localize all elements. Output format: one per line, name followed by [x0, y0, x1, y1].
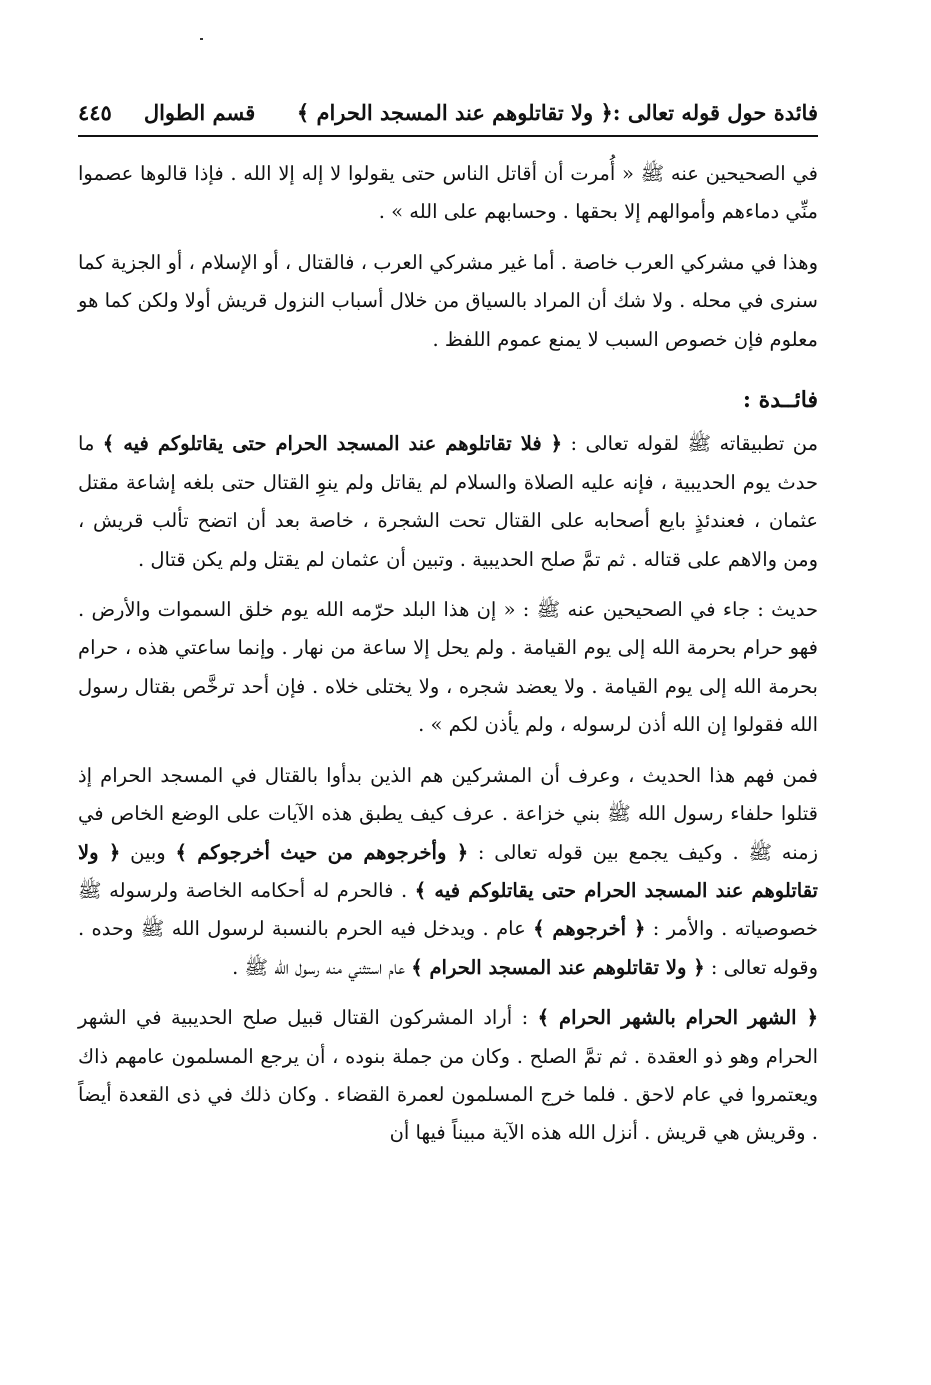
paragraph-text: عام . ويدخل فيه الحرم بالنسبة لرسول الله ﷺ وحده . وقوله تعالى :: [78, 917, 818, 979]
paragraph-text: حديث : جاء في الصحيحين عنه ﷺ : « إن هذا البلد حرّمه الله يوم خلق السموات والأرض . فهو حرام بحرمة الله إلى يوم القيامة . ولم يحل إلا ساعة من نهار . وإنما ساعتي هذه ، حرام بحرمة الله إلى يوم القيامة . ولا يعضد شجره ، ولا يختلى خلاه . فإن أحد ترخَّص بقتال رسول الله فقولوا إن الله أذن لرسوله ، ولم يأذن لكم » .: [78, 598, 818, 737]
scan-speck: [200, 38, 203, 40]
paragraph-sacred-month: [78, 999, 818, 1153]
quran-quote: ﴿ أخرجوهم ﴾: [533, 917, 646, 941]
paragraph-hadith-sanctity: [78, 591, 818, 745]
quran-quote: ﴿ وأخرجوهم من حيث أخرجوكم ﴾: [175, 840, 469, 864]
paragraph-text: فمن فهم هذا الحديث ، وعرف أن المشركين هم الذين بدأوا بالقتال في المسجد الحرام إذ قتلوا حلفاء رسول الله ﷺ بني خزاعة . عرف كيف يطبق هذه الآيات على الوضع الخاص في زمنه ﷺ . وكيف يجمع بين قوله تعالى :: [78, 763, 818, 864]
section-heading: فائــدة :: [742, 387, 818, 414]
paragraph-understanding: [78, 757, 818, 987]
paragraph-text: عام استثني منه رسول الله ﷺ .: [232, 955, 412, 979]
page-body: [78, 155, 818, 1153]
paragraph-text: في الصحيحين عنه ﷺ « أُمرت أن أقاتل الناس حتى يقولوا لا إله إلا الله . فإذا قالوها عصموا منِّي دماءهم وأموالهم إلا بحقها . وحسابهم على الله » .: [78, 162, 818, 224]
paragraph-text: . فالحرم له أحكامه الخاصة ولرسوله ﷺ خصوصياته . والأمر :: [78, 878, 819, 941]
quran-quote: ﴿ فلا تقاتلوهم عند المسجد الحرام حتى يقاتلوكم فيه ﴾: [102, 432, 563, 456]
header-chapter-title: فائدة حول قوله تعالى :﴿ ولا تقاتلوهم عند المسجد الحرام ﴾: [296, 100, 818, 125]
header-section-name: قسم الطوال: [143, 100, 256, 125]
paragraph-text: من تطبيقاته ﷺ لقوله تعالى :: [562, 432, 819, 456]
paragraph-text: وبين: [120, 840, 176, 864]
paragraph-hudaybiyyah: [78, 425, 818, 579]
paragraph-hadith-sahihayn: [78, 155, 818, 232]
quran-quote: ﴿ ولا تقاتلوهم عند المسجد الحرام ﴾: [411, 955, 705, 979]
quran-quote: ﴿ ولا تقاتلوهم عند المسجد الحرام حتى يقاتلوكم فيه ﴾: [78, 840, 818, 902]
page-number: ٤٤٥: [78, 100, 112, 125]
paragraph-text: وهذا في مشركي العرب خاصة . أما غير مشركي العرب ، فالقتال ، أو الإسلام ، أو الجزية كما سنرى في محله . ولا شك أن المراد بالسياق من خلال أسباب النزول قريش أولا ولكن كما هو معلوم فإن خصوص السبب لا يمنع عموم اللفظ .: [78, 250, 818, 351]
running-header: [78, 95, 818, 137]
paragraph-arab-polytheists: [78, 244, 818, 359]
paragraph-text: : أراد المشركون القتال قبيل صلح الحديبية في الشهر الحرام وهو ذو العقدة . ثم تمَّ الصلح . وكان من جملة بنوده ، أن يرجع المسلمون عامهم ذاك ويعتمروا في عام لاحق . فلما خرج المسلمون لعمرة القضاء . وكان ذلك في ذى القعدة أيضاً . وقريش هي قريش . أنزل الله هذه الآية مبيناً فيها أن: [78, 1006, 818, 1145]
book-page: [78, 95, 818, 1165]
paragraph-text: ما حدث يوم الحديبية ، فإنه عليه الصلاة والسلام لم يقاتل ولم ينوِ القتال حتى بلغه إشاعة مقتل عثمان ، فعندئذٍ بايع أصحابه على القتال تحت الشجرة ، خاصة بعد أن اتضح تألب قريش ، ومن والاهم على قتاله . ثم تمَّ صلح الحديبية . وتبين أن عثمان لم يقتل ولم يكن قتال .: [78, 432, 818, 571]
quran-quote: ﴿ الشهر الحرام بالشهر الحرام ﴾: [537, 1006, 818, 1030]
